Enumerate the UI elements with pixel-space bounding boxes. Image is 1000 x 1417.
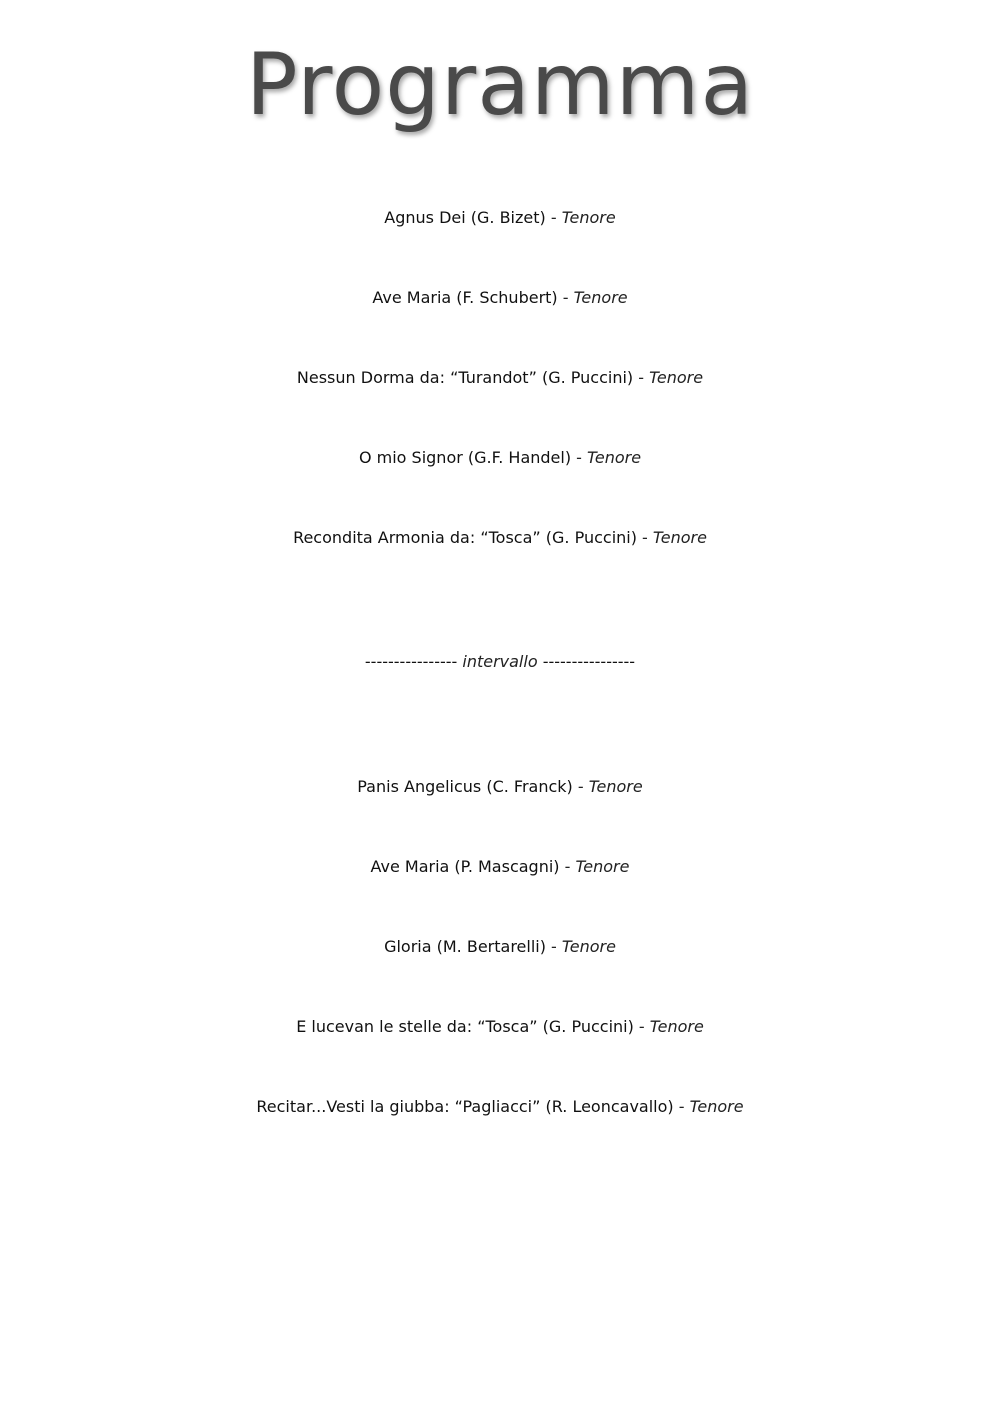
program-item — [0, 847, 1000, 887]
piece-title: O mio Signor (G.F. Handel) — [358, 448, 572, 467]
voice-type: Tenore — [588, 777, 643, 796]
divider-dashes-left: ---------------- — [364, 652, 463, 671]
piece-title: Recitar...Vesti la giubba: “Pagliacci” (R. Leoncavallo) — [256, 1097, 674, 1116]
separator: - — [559, 857, 576, 876]
interval-divider — [0, 642, 1000, 682]
piece-title: Panis Angelicus (C. Franck) — [357, 777, 573, 796]
program-item — [0, 767, 1000, 807]
program-item — [0, 1007, 1000, 1047]
voice-type: Tenore — [561, 937, 616, 956]
separator: - — [636, 528, 653, 547]
program-item — [0, 358, 1000, 398]
program-item — [0, 1087, 1000, 1127]
separator: - — [571, 448, 588, 467]
separator: - — [633, 368, 650, 387]
voice-type: Tenore — [652, 528, 707, 547]
separator: - — [673, 1097, 690, 1116]
piece-title: Gloria (M. Bertarelli) — [384, 937, 546, 956]
page-title: Programma — [245, 35, 755, 135]
piece-title: Ave Maria (P. Mascagni) — [370, 857, 560, 876]
voice-type: Tenore — [649, 368, 704, 387]
voice-type: Tenore — [573, 288, 628, 307]
separator: - — [545, 208, 562, 227]
separator: - — [545, 937, 562, 956]
interval-label: intervallo — [462, 652, 538, 671]
voice-type: Tenore — [575, 857, 630, 876]
divider-dashes-right: ---------------- — [537, 652, 636, 671]
voice-type: Tenore — [649, 1017, 704, 1036]
voice-type: Tenore — [689, 1097, 744, 1116]
program-item — [0, 198, 1000, 238]
voice-type: Tenore — [561, 208, 616, 227]
program-item — [0, 278, 1000, 318]
separator: - — [572, 777, 589, 796]
separator: - — [633, 1017, 650, 1036]
program-item — [0, 518, 1000, 558]
piece-title: Agnus Dei (G. Bizet) — [384, 208, 546, 227]
piece-title: Recondita Armonia da: “Tosca” (G. Puccini) — [293, 528, 637, 547]
piece-title: Nessun Dorma da: “Turandot” (G. Puccini) — [296, 368, 634, 387]
separator: - — [557, 288, 574, 307]
piece-title: Ave Maria (F. Schubert) — [372, 288, 558, 307]
program-item — [0, 438, 1000, 478]
program-item — [0, 927, 1000, 967]
piece-title: E lucevan le stelle da: “Tosca” (G. Puccini) — [296, 1017, 634, 1036]
voice-type: Tenore — [587, 448, 642, 467]
